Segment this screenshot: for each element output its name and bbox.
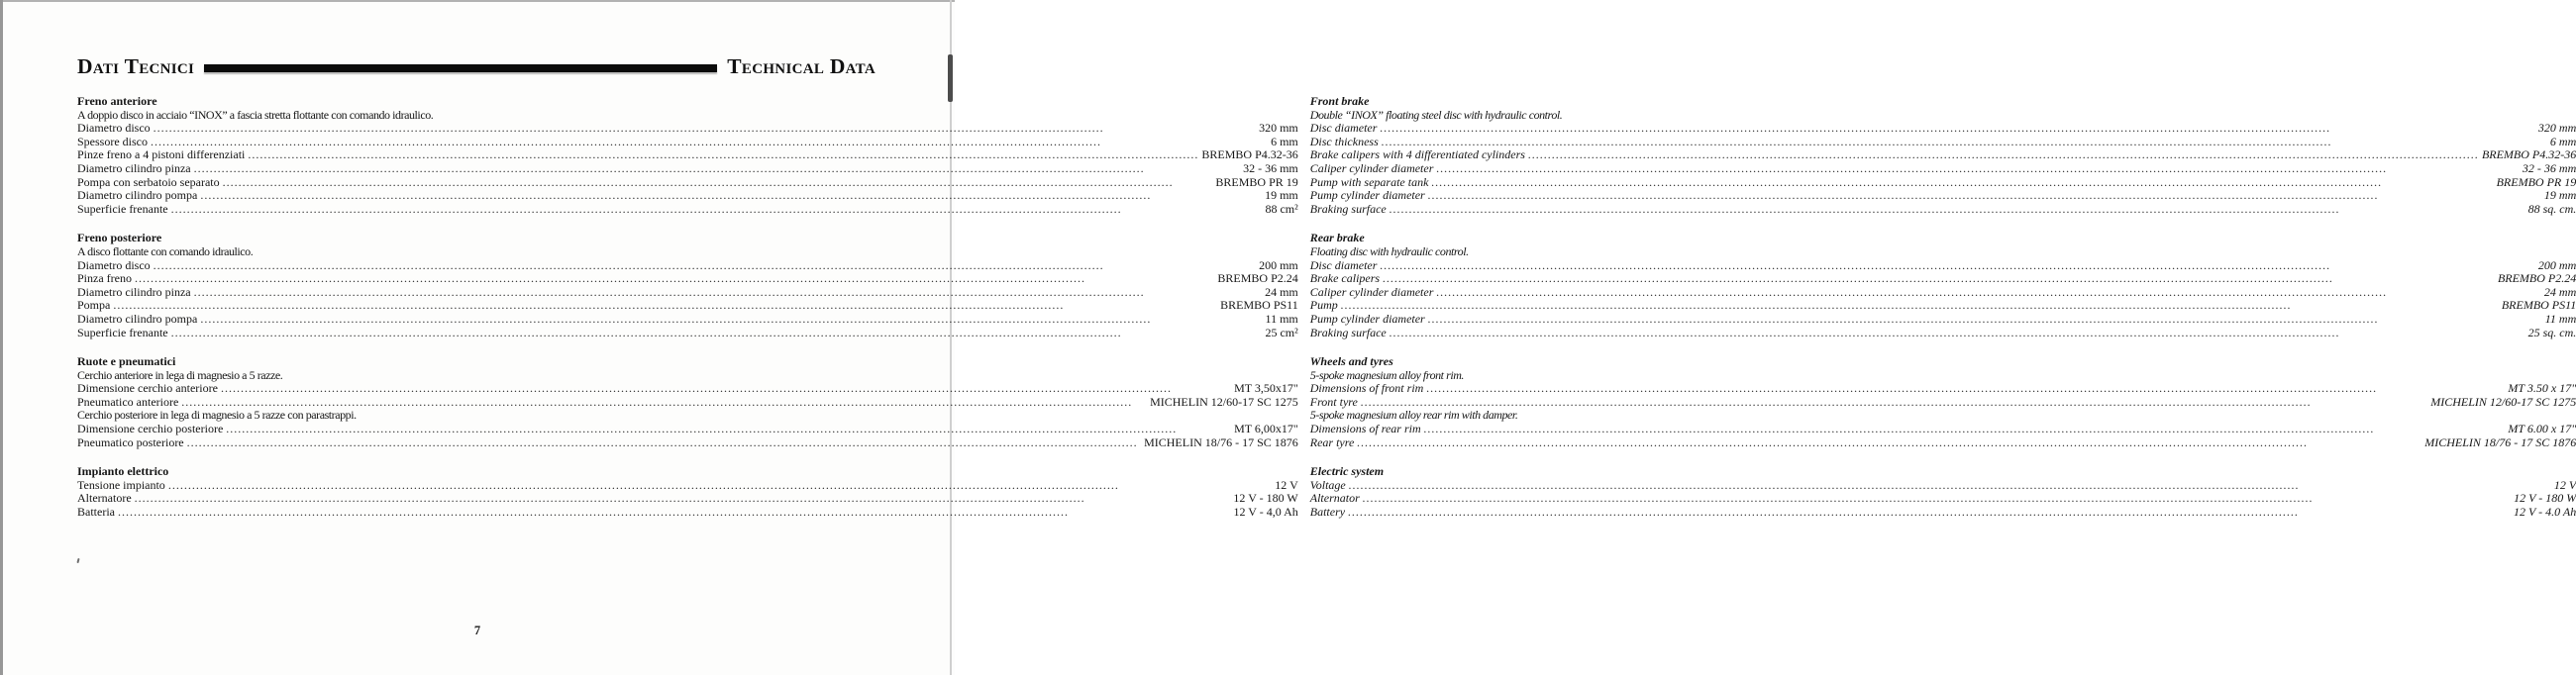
spec-label: Voltage [1309, 477, 1346, 492]
spec-value: 24 mm [1265, 284, 1298, 299]
spec-value: 25 sq. cm. [2527, 325, 2576, 339]
section-intro: 5-spoke magnesium alloy rear rim with damper. [1309, 408, 1518, 423]
section-intro: A doppio disco in acciaio “INOX” a fascia stretta flottante con comando idraulico. [77, 107, 434, 122]
spec-label: Brake calipers with 4 differentiated cylinders [1309, 147, 1525, 162]
spec-row [1310, 203, 2576, 217]
spec-value: MICHELIN 12/60-17 SC 1275 [1150, 394, 1298, 409]
spec-value: 200 mm [2537, 257, 2576, 272]
spec-row [77, 136, 1298, 149]
spec-value: 11 mm [1265, 311, 1298, 326]
dot-leader [113, 299, 1217, 313]
spec-value: 25 cm² [1265, 325, 1298, 339]
spec-value: MICHELIN 12/60-17 SC 1275 [2430, 394, 2576, 409]
dot-leader [154, 259, 1256, 273]
section-front-brake-italian [77, 95, 1298, 216]
spec-row [1310, 313, 2576, 327]
spec-label: Disc thickness [1309, 134, 1379, 148]
spec-row [77, 479, 1298, 493]
spec-row [1310, 122, 2576, 136]
spec-value: 88 cm² [1265, 201, 1298, 216]
spec-label: Batteria [77, 505, 115, 520]
spec-value: 19 mm [1265, 188, 1298, 203]
spec-row [77, 203, 1298, 217]
spec-row [77, 492, 1298, 506]
spec-row [1310, 396, 2576, 410]
spec-label: Diametro cilindro pinza [77, 160, 191, 175]
spec-label: Alternator [1309, 491, 1360, 506]
spec-label: Dimensione cerchio anteriore [77, 381, 218, 396]
dot-leader [1357, 436, 2421, 450]
spec-row [1310, 479, 2576, 493]
section-title: Front brake [1309, 94, 1370, 108]
spec-value: 320 mm [1259, 121, 1298, 136]
spec-label: Superficie frenante [77, 325, 168, 339]
dot-leader [1348, 506, 2511, 520]
section-title: Electric system [1309, 464, 1385, 479]
dot-leader [221, 382, 1231, 396]
spec-row [77, 189, 1298, 203]
spec-label: Pompa [77, 298, 111, 313]
spec-label: Battery [1309, 505, 1346, 520]
dot-leader [226, 423, 1231, 436]
spec-row [1310, 148, 2576, 162]
spec-label: Braking surface [1309, 201, 1387, 216]
spec-row [77, 299, 1298, 313]
page-header [77, 55, 876, 79]
spec-label: Pump [1309, 298, 1338, 313]
spec-value: 24 mm [2543, 284, 2576, 299]
spec-row [77, 436, 1298, 450]
spec-row [1310, 423, 2576, 436]
spec-value: 11 mm [2544, 311, 2576, 326]
spec-value: MICHELIN 18/76 - 17 SC 1876 [1144, 434, 1298, 449]
section-wheels-and-tyres-italian [77, 355, 1298, 449]
dot-leader [1383, 272, 2495, 286]
spec-row [77, 176, 1298, 190]
spec-value: BREMBO P4.32-36 [2481, 147, 2576, 162]
section-intro: Double “INOX” floating steel disc with hydraulic control. [1309, 107, 1563, 122]
page-number: 7 [473, 624, 481, 637]
spec-row [1310, 492, 2576, 506]
spec-value: 19 mm [2543, 188, 2576, 203]
spec-row [1310, 162, 2576, 176]
spec-label: Caliper cylinder diameter [1309, 284, 1434, 299]
spec-columns [77, 94, 2576, 535]
spec-row [77, 259, 1298, 273]
spec-row [1310, 382, 2576, 396]
section-front-brake-english [1310, 95, 2576, 216]
spec-value: 32 - 36 mm [2522, 160, 2576, 175]
dot-leader [168, 479, 1272, 493]
dot-leader [1436, 162, 2520, 176]
spec-value: 200 mm [1259, 257, 1298, 272]
spec-label: Alternatore [77, 491, 132, 506]
column-english [1310, 95, 2576, 535]
spec-label: Diametro disco [77, 257, 151, 272]
dot-leader [181, 396, 1147, 410]
dot-leader [200, 189, 1262, 203]
dot-leader [135, 272, 1214, 286]
dot-leader [1363, 492, 2511, 506]
section-title: Ruote e pneumatici [77, 354, 176, 369]
spec-row [77, 162, 1298, 176]
spec-value: 88 sq. cm. [2527, 201, 2576, 216]
spec-label: Diametro cilindro pinza [77, 284, 191, 299]
spec-value: 12 V - 4.0 Ah [2514, 505, 2576, 520]
dot-leader [194, 162, 1240, 176]
spec-row [77, 272, 1298, 286]
spec-value: MT 6,00x17" [1234, 422, 1298, 436]
spec-label: Diametro disco [77, 121, 151, 136]
spec-label: Pump with separate tank [1309, 174, 1429, 189]
spec-label: Front tyre [1309, 394, 1358, 409]
section-intro: 5-spoke magnesium alloy front rim. [1309, 367, 1464, 382]
spec-row [1310, 299, 2576, 313]
section-electric-system-english [1310, 465, 2576, 519]
spec-label: Pneumatico anteriore [77, 394, 179, 409]
spec-value: 12 V [2553, 477, 2576, 492]
dot-leader [1424, 423, 2506, 436]
spec-value: 12 V [1275, 477, 1298, 492]
dot-leader [1428, 189, 2541, 203]
dot-leader [223, 176, 1213, 190]
section-intro: Floating disc with hydraulic control. [1309, 243, 1469, 258]
dot-leader [1382, 136, 2547, 149]
spec-label: Dimensions of front rim [1309, 381, 1424, 396]
section-intro: Cerchio posteriore in lega di magnesio a 5 razze con parastrappi. [77, 408, 357, 423]
spec-row [77, 423, 1298, 436]
section-rear-brake-italian [77, 232, 1298, 339]
spec-value: BREMBO P2.24 [2497, 271, 2576, 286]
spec-value: 6 mm [1271, 134, 1298, 148]
spec-value: 32 - 36 mm [1243, 160, 1298, 175]
spec-row [77, 327, 1298, 340]
spec-label: Brake calipers [1309, 271, 1381, 286]
spec-row [1310, 136, 2576, 149]
dot-leader [1380, 259, 2535, 273]
spec-label: Diametro cilindro pompa [77, 311, 198, 326]
header-title-english: Technical Data [727, 54, 876, 78]
spec-value: MT 6.00 x 17" [2508, 422, 2576, 436]
spec-row [77, 506, 1298, 520]
section-title: Freno anteriore [77, 94, 157, 108]
dot-leader [171, 203, 1263, 217]
spec-value: MT 3,50x17" [1234, 381, 1298, 396]
dot-leader [1428, 313, 2542, 327]
spec-label: Disc diameter [1309, 257, 1378, 272]
dot-leader [1436, 286, 2541, 300]
scan-edge-left [0, 0, 3, 675]
section-intro: A disco flottante con comando idraulico. [77, 243, 254, 258]
header-rule [204, 64, 717, 72]
spec-label: Rear tyre [1309, 434, 1355, 449]
dot-leader [200, 313, 1262, 327]
section-title: Freno posteriore [77, 231, 162, 245]
spec-label: Superficie frenante [77, 201, 168, 216]
spec-value: BREMBO P4.32-36 [1201, 147, 1298, 162]
dot-leader [194, 286, 1262, 300]
spec-value: 320 mm [2537, 121, 2576, 136]
spec-value: BREMBO PS11 [2501, 298, 2576, 313]
spec-label: Pneumatico posteriore [77, 434, 184, 449]
spec-row [1310, 436, 2576, 450]
dot-leader [1349, 479, 2551, 493]
spec-value: BREMBO PR 19 [2496, 174, 2576, 189]
spec-row [77, 396, 1298, 410]
section-electric-system-italian [77, 465, 1298, 519]
spec-row [1310, 259, 2576, 273]
dot-leader [151, 136, 1268, 149]
spec-value: MICHELIN 18/76 - 17 SC 1876 [2424, 434, 2576, 449]
spec-row [77, 148, 1298, 162]
spec-label: Pump cylinder diameter [1309, 188, 1425, 203]
spec-value: 6 mm [2549, 134, 2576, 148]
column-italian [77, 95, 1298, 535]
spec-row [1310, 176, 2576, 190]
spec-value: BREMBO P2.24 [1217, 271, 1298, 286]
spec-label: Pump cylinder diameter [1309, 311, 1425, 326]
spec-row [1310, 189, 2576, 203]
spec-label: Diametro cilindro pompa [77, 188, 198, 203]
spec-row [1310, 286, 2576, 300]
spec-label: Caliper cylinder diameter [1309, 160, 1434, 175]
spec-row [77, 313, 1298, 327]
spec-label: Spessore disco [77, 134, 148, 148]
spec-label: Braking surface [1309, 325, 1387, 339]
section-rear-brake-english [1310, 232, 2576, 339]
dot-leader [154, 122, 1256, 136]
spec-label: Pompa con serbatoio separato [77, 174, 220, 189]
dot-leader [1390, 203, 2525, 217]
dot-leader [118, 506, 1231, 520]
dot-leader [1426, 382, 2505, 396]
spec-row [77, 122, 1298, 136]
spec-value: BREMBO PR 19 [1215, 174, 1298, 189]
spec-label: Tensione impianto [77, 477, 165, 492]
scan-speck [76, 558, 79, 563]
dot-leader [1390, 327, 2525, 340]
dot-leader [1380, 122, 2535, 136]
section-title: Impianto elettrico [77, 464, 169, 479]
spec-label: Dimensione cerchio posteriore [77, 422, 224, 436]
header-title-italian: Dati Tecnici [77, 54, 195, 78]
spec-row [1310, 327, 2576, 340]
spec-value: 12 V - 4,0 Ah [1233, 505, 1298, 520]
spec-row [77, 286, 1298, 300]
spec-value: BREMBO PS11 [1220, 298, 1298, 313]
spec-row [1310, 272, 2576, 286]
dot-leader [187, 436, 1141, 450]
section-title: Wheels and tyres [1309, 354, 1393, 369]
spec-value: 12 V - 180 W [2514, 491, 2576, 506]
dot-leader [1361, 396, 2427, 410]
dot-leader [135, 492, 1231, 506]
dot-leader [171, 327, 1263, 340]
scan-edge-top [0, 0, 955, 2]
section-intro: Cerchio anteriore in lega di magnesio a 5 razze. [77, 367, 283, 382]
spec-row [1310, 506, 2576, 520]
spec-value: MT 3.50 x 17" [2508, 381, 2576, 396]
section-title: Rear brake [1309, 231, 1365, 245]
dot-leader [1528, 148, 2479, 162]
spec-label: Pinze freno a 4 pistoni differenziati [77, 147, 246, 162]
dot-leader [1341, 299, 2499, 313]
dot-leader [248, 148, 1198, 162]
spec-label: Dimensions of rear rim [1309, 422, 1421, 436]
spec-label: Disc diameter [1309, 121, 1378, 136]
dot-leader [1431, 176, 2493, 190]
spec-row [77, 382, 1298, 396]
spec-value: 12 V - 180 W [1233, 491, 1298, 506]
section-wheels-and-tyres-english [1310, 355, 2576, 449]
spec-label: Pinza freno [77, 271, 132, 286]
